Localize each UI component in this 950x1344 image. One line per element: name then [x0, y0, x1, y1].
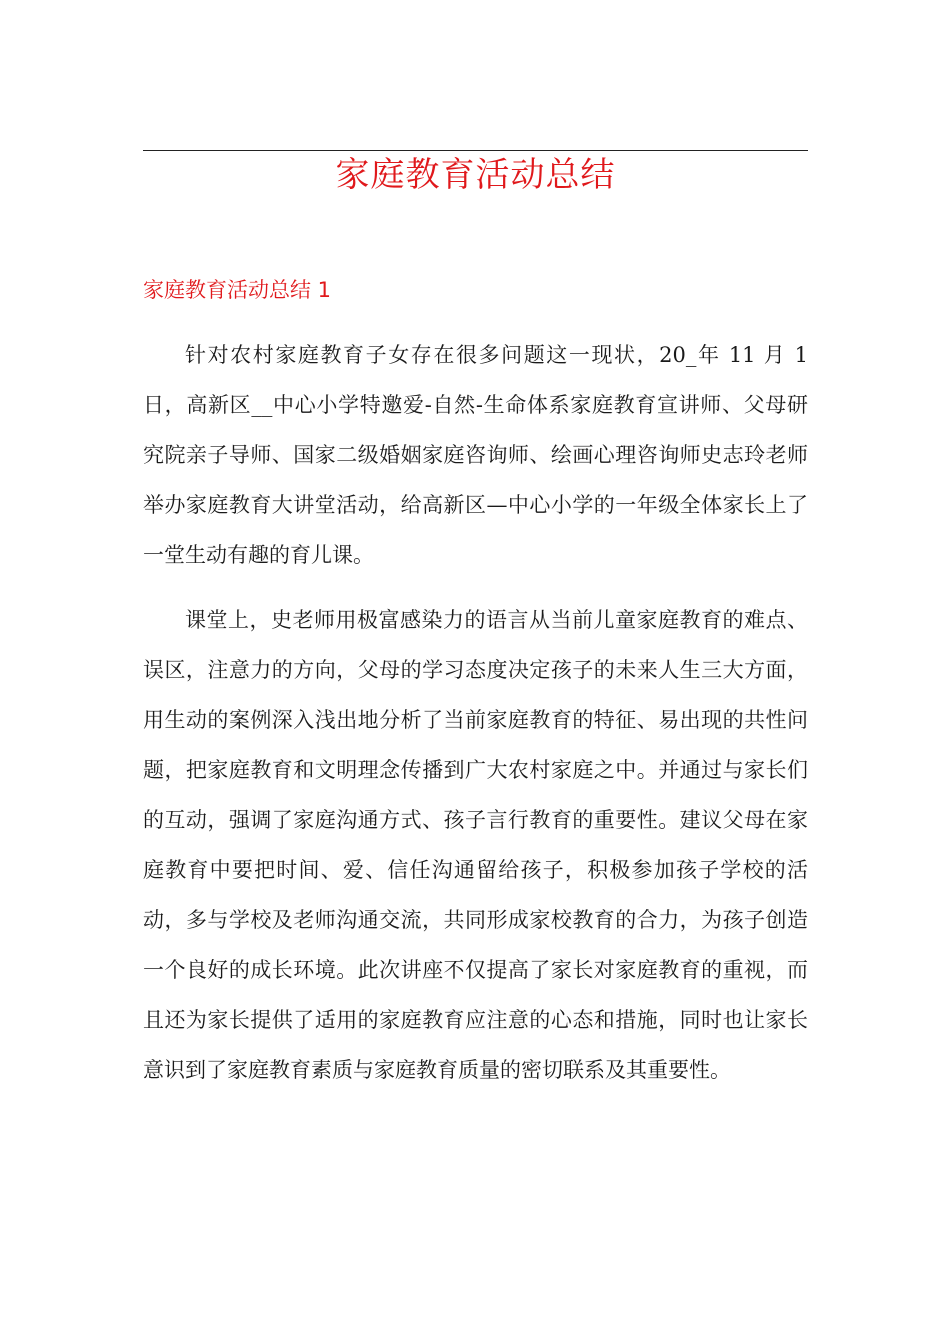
paragraph-2: 课堂上，史老师用极富感染力的语言从当前儿童家庭教育的难点、误区，注意力的方向，父母的学习态度决定孩子的未来人生三大方面，用生动的案例深入浅出地分析了当前家庭教育的特征、易出现的共性问题，把家庭教育和文明理念传播到广大农村家庭之中。并通过与家长们的互动，强调了家庭沟通方式、孩子言行教育的重要性。建议父母在家庭教育中要把时间、爱、信任沟通留给孩子，积极参加孩子学校的活动，多与学校及老师沟通交流，共同形成家校教育的合力，为孩子创造一个良好的成长环境。此次讲座不仅提高了家长对家庭教育的重视，而且还为家长提供了适用的家庭教育应注意的心态和措施，同时也让家长意识到了家庭教育素质与家庭教育质量的密切联系及其重要性。 — [143, 608, 808, 1082]
section-heading: 家庭教育活动总结 1 — [143, 278, 332, 302]
paragraph-1: 针对农村家庭教育子女存在很多问题这一现状，20_年 11 月 1 日，高新区__中心小学特邀爱-自然-生命体系家庭教育宣讲师、父母研究院亲子导师、国家二级婚姻家庭咨询师、绘画心理咨询师史志玲老师举办家庭教育大讲堂活动，给高新区—中心小学的一年级全体家长上了一堂生动有趣的育儿课。 — [143, 343, 808, 567]
document-title: 家庭教育活动总结 — [335, 155, 616, 195]
